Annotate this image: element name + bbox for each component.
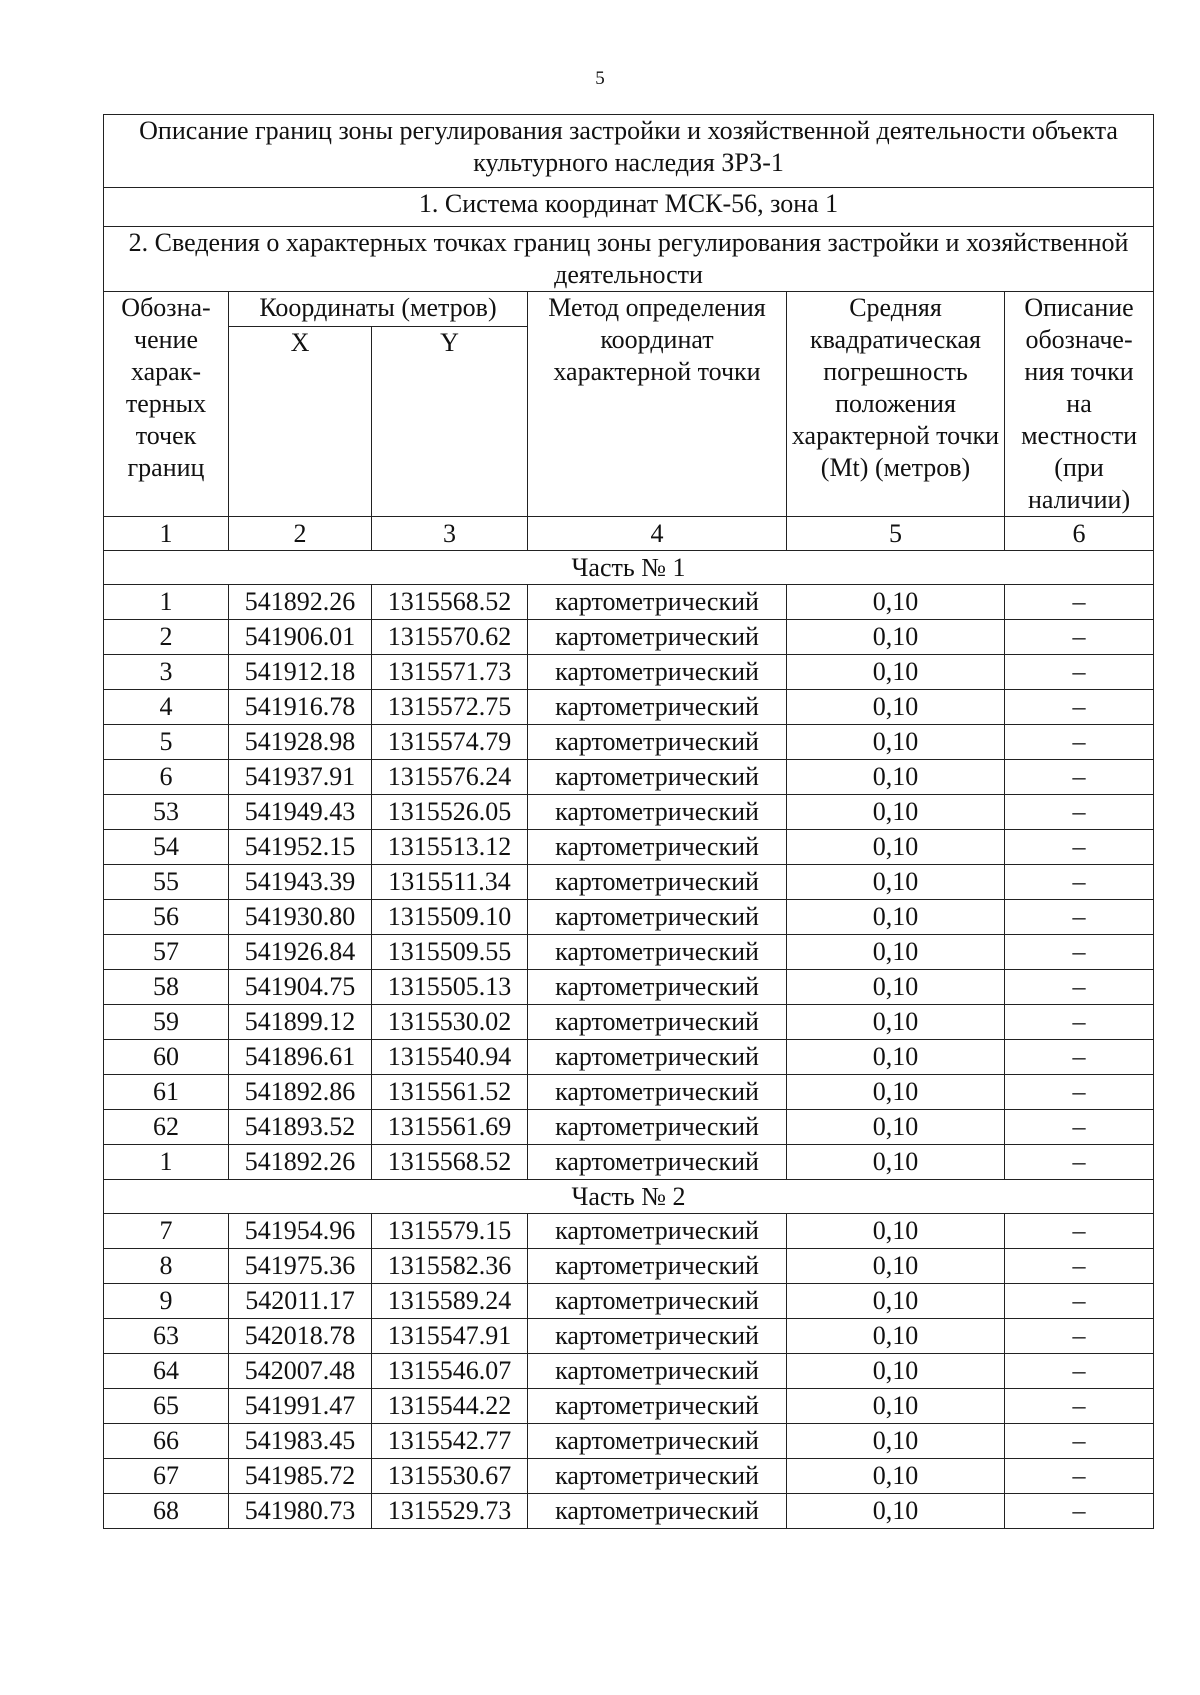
header-coordinates: Координаты (метров) bbox=[229, 292, 528, 327]
table-row bbox=[104, 1145, 1154, 1180]
table-row bbox=[104, 1494, 1154, 1529]
table-row bbox=[104, 1459, 1154, 1494]
table-row bbox=[104, 1249, 1154, 1284]
point-id-cell: 1 bbox=[104, 585, 229, 620]
description-cell: – bbox=[1005, 1005, 1154, 1040]
column-number: 3 bbox=[372, 517, 528, 551]
description-cell: – bbox=[1005, 585, 1154, 620]
method-cell: картометрический bbox=[528, 1005, 787, 1040]
point-id-cell: 55 bbox=[104, 865, 229, 900]
column-number: 5 bbox=[787, 517, 1005, 551]
method-cell: картометрический bbox=[528, 1075, 787, 1110]
error-cell: 0,10 bbox=[787, 1005, 1005, 1040]
point-id-cell: 7 bbox=[104, 1214, 229, 1249]
coord-y-cell: 1315579.15 bbox=[372, 1214, 528, 1249]
method-cell: картометрический bbox=[528, 970, 787, 1005]
point-id-cell: 58 bbox=[104, 970, 229, 1005]
column-number: 6 bbox=[1005, 517, 1154, 551]
description-cell: – bbox=[1005, 1214, 1154, 1249]
table-row bbox=[104, 865, 1154, 900]
coord-y-cell: 1315561.69 bbox=[372, 1110, 528, 1145]
description-cell: – bbox=[1005, 1110, 1154, 1145]
error-cell: 0,10 bbox=[787, 795, 1005, 830]
coord-x-cell: 541912.18 bbox=[229, 655, 372, 690]
description-cell: – bbox=[1005, 1389, 1154, 1424]
description-cell: – bbox=[1005, 865, 1154, 900]
coord-y-cell: 1315530.67 bbox=[372, 1459, 528, 1494]
point-id-cell: 5 bbox=[104, 725, 229, 760]
error-cell: 0,10 bbox=[787, 1075, 1005, 1110]
point-id-cell: 53 bbox=[104, 795, 229, 830]
point-id-cell: 62 bbox=[104, 1110, 229, 1145]
coordinate-system: 1. Система координат МСК-56, зона 1 bbox=[104, 188, 1154, 227]
coord-x-cell: 542011.17 bbox=[229, 1284, 372, 1319]
method-cell: картометрический bbox=[528, 1459, 787, 1494]
description-cell: – bbox=[1005, 1040, 1154, 1075]
point-id-cell: 1 bbox=[104, 1145, 229, 1180]
error-cell: 0,10 bbox=[787, 690, 1005, 725]
coord-x-cell: 541892.26 bbox=[229, 585, 372, 620]
table-row bbox=[104, 830, 1154, 865]
page-number: 5 bbox=[595, 68, 605, 89]
coord-x-cell: 541892.26 bbox=[229, 1145, 372, 1180]
method-cell: картометрический bbox=[528, 830, 787, 865]
table-row bbox=[104, 1214, 1154, 1249]
part-header-row bbox=[104, 1180, 1154, 1214]
table-row bbox=[104, 1110, 1154, 1145]
point-id-cell: 9 bbox=[104, 1284, 229, 1319]
part-header-row bbox=[104, 551, 1154, 585]
method-cell: картометрический bbox=[528, 1389, 787, 1424]
description-cell: – bbox=[1005, 1249, 1154, 1284]
coord-y-cell: 1315571.73 bbox=[372, 655, 528, 690]
coord-x-cell: 541904.75 bbox=[229, 970, 372, 1005]
coord-y-cell: 1315568.52 bbox=[372, 1145, 528, 1180]
error-cell: 0,10 bbox=[787, 1110, 1005, 1145]
point-id-cell: 3 bbox=[104, 655, 229, 690]
header-method: Метод определения координат характерной точки bbox=[528, 292, 787, 517]
error-cell: 0,10 bbox=[787, 1354, 1005, 1389]
coord-x-cell: 541943.39 bbox=[229, 865, 372, 900]
coord-x-cell: 542007.48 bbox=[229, 1354, 372, 1389]
error-cell: 0,10 bbox=[787, 900, 1005, 935]
error-cell: 0,10 bbox=[787, 655, 1005, 690]
coord-x-cell: 541906.01 bbox=[229, 620, 372, 655]
error-cell: 0,10 bbox=[787, 935, 1005, 970]
column-number: 1 bbox=[104, 517, 229, 551]
coord-x-cell: 541926.84 bbox=[229, 935, 372, 970]
description-cell: – bbox=[1005, 900, 1154, 935]
point-id-cell: 64 bbox=[104, 1354, 229, 1389]
description-cell: – bbox=[1005, 1459, 1154, 1494]
column-number: 4 bbox=[528, 517, 787, 551]
table-row bbox=[104, 690, 1154, 725]
coord-x-cell: 541952.15 bbox=[229, 830, 372, 865]
table-row bbox=[104, 725, 1154, 760]
document-title: Описание границ зоны регулирования застройки и хозяйственной деятельности объекта культурного наследия ЗРЗ-1 bbox=[104, 115, 1154, 188]
point-id-cell: 2 bbox=[104, 620, 229, 655]
method-cell: картометрический bbox=[528, 1110, 787, 1145]
header-error: Средняя квадратическая погрешность положения характерной точки (Mt) (метров) bbox=[787, 292, 1005, 517]
coord-x-cell: 541896.61 bbox=[229, 1040, 372, 1075]
description-cell: – bbox=[1005, 1494, 1154, 1529]
description-cell: – bbox=[1005, 1424, 1154, 1459]
method-cell: картометрический bbox=[528, 620, 787, 655]
method-cell: картометрический bbox=[528, 585, 787, 620]
error-cell: 0,10 bbox=[787, 760, 1005, 795]
coord-y-cell: 1315530.02 bbox=[372, 1005, 528, 1040]
boundary-points-table bbox=[103, 114, 1154, 1529]
error-cell: 0,10 bbox=[787, 1214, 1005, 1249]
method-cell: картометрический bbox=[528, 1040, 787, 1075]
header-description: Описание обозначе-ния точки на местности (при наличии) bbox=[1005, 292, 1154, 517]
coord-x-cell: 541916.78 bbox=[229, 690, 372, 725]
coord-x-cell: 541983.45 bbox=[229, 1424, 372, 1459]
method-cell: картометрический bbox=[528, 1249, 787, 1284]
coord-y-cell: 1315542.77 bbox=[372, 1424, 528, 1459]
coord-y-cell: 1315574.79 bbox=[372, 725, 528, 760]
table-row bbox=[104, 970, 1154, 1005]
column-number: 2 bbox=[229, 517, 372, 551]
table-row bbox=[104, 795, 1154, 830]
description-cell: – bbox=[1005, 795, 1154, 830]
method-cell: картометрический bbox=[528, 900, 787, 935]
table-row bbox=[104, 1040, 1154, 1075]
coord-y-cell: 1315529.73 bbox=[372, 1494, 528, 1529]
error-cell: 0,10 bbox=[787, 1284, 1005, 1319]
method-cell: картометрический bbox=[528, 1214, 787, 1249]
method-cell: картометрический bbox=[528, 935, 787, 970]
point-id-cell: 60 bbox=[104, 1040, 229, 1075]
coord-x-cell: 541937.91 bbox=[229, 760, 372, 795]
description-cell: – bbox=[1005, 830, 1154, 865]
description-cell: – bbox=[1005, 620, 1154, 655]
table-row bbox=[104, 1005, 1154, 1040]
table-row bbox=[104, 1424, 1154, 1459]
error-cell: 0,10 bbox=[787, 1040, 1005, 1075]
error-cell: 0,10 bbox=[787, 1319, 1005, 1354]
coord-y-cell: 1315572.75 bbox=[372, 690, 528, 725]
coord-x-cell: 541975.36 bbox=[229, 1249, 372, 1284]
table-row bbox=[104, 1389, 1154, 1424]
coord-x-cell: 542018.78 bbox=[229, 1319, 372, 1354]
coord-y-cell: 1315547.91 bbox=[372, 1319, 528, 1354]
part-label: Часть № 2 bbox=[104, 1180, 1154, 1214]
table-row bbox=[104, 1284, 1154, 1319]
header-x: X bbox=[229, 326, 372, 516]
point-id-cell: 61 bbox=[104, 1075, 229, 1110]
header-designation: Обозна-чение харак-терных точек границ bbox=[104, 292, 229, 517]
point-id-cell: 57 bbox=[104, 935, 229, 970]
coord-y-cell: 1315568.52 bbox=[372, 585, 528, 620]
coord-x-cell: 541985.72 bbox=[229, 1459, 372, 1494]
coord-y-cell: 1315526.05 bbox=[372, 795, 528, 830]
table-row bbox=[104, 585, 1154, 620]
description-cell: – bbox=[1005, 655, 1154, 690]
table-row bbox=[104, 1075, 1154, 1110]
method-cell: картометрический bbox=[528, 760, 787, 795]
table-row bbox=[104, 1354, 1154, 1389]
coord-y-cell: 1315561.52 bbox=[372, 1075, 528, 1110]
coord-y-cell: 1315589.24 bbox=[372, 1284, 528, 1319]
coord-x-cell: 541991.47 bbox=[229, 1389, 372, 1424]
point-id-cell: 67 bbox=[104, 1459, 229, 1494]
coord-y-cell: 1315509.10 bbox=[372, 900, 528, 935]
part-label: Часть № 1 bbox=[104, 551, 1154, 585]
coord-x-cell: 541954.96 bbox=[229, 1214, 372, 1249]
table-row bbox=[104, 1319, 1154, 1354]
coord-y-cell: 1315505.13 bbox=[372, 970, 528, 1005]
coord-y-cell: 1315546.07 bbox=[372, 1354, 528, 1389]
column-numbers-row bbox=[104, 517, 1154, 551]
method-cell: картометрический bbox=[528, 795, 787, 830]
description-cell: – bbox=[1005, 935, 1154, 970]
method-cell: картометрический bbox=[528, 1354, 787, 1389]
method-cell: картометрический bbox=[528, 1424, 787, 1459]
section-info: 2. Сведения о характерных точках границ зоны регулирования застройки и хозяйственной деятельности bbox=[104, 227, 1154, 292]
description-cell: – bbox=[1005, 1284, 1154, 1319]
description-cell: – bbox=[1005, 1145, 1154, 1180]
coord-y-cell: 1315511.34 bbox=[372, 865, 528, 900]
description-cell: – bbox=[1005, 970, 1154, 1005]
error-cell: 0,10 bbox=[787, 585, 1005, 620]
error-cell: 0,10 bbox=[787, 725, 1005, 760]
method-cell: картометрический bbox=[528, 1494, 787, 1529]
coord-y-cell: 1315544.22 bbox=[372, 1389, 528, 1424]
coord-x-cell: 541930.80 bbox=[229, 900, 372, 935]
table-row bbox=[104, 900, 1154, 935]
error-cell: 0,10 bbox=[787, 1145, 1005, 1180]
method-cell: картометрический bbox=[528, 1284, 787, 1319]
description-cell: – bbox=[1005, 1075, 1154, 1110]
method-cell: картометрический bbox=[528, 1145, 787, 1180]
coord-x-cell: 541928.98 bbox=[229, 725, 372, 760]
method-cell: картометрический bbox=[528, 655, 787, 690]
description-cell: – bbox=[1005, 760, 1154, 795]
coord-y-cell: 1315509.55 bbox=[372, 935, 528, 970]
coord-y-cell: 1315513.12 bbox=[372, 830, 528, 865]
table-row bbox=[104, 935, 1154, 970]
point-id-cell: 54 bbox=[104, 830, 229, 865]
error-cell: 0,10 bbox=[787, 620, 1005, 655]
table-row bbox=[104, 620, 1154, 655]
coord-y-cell: 1315582.36 bbox=[372, 1249, 528, 1284]
point-id-cell: 6 bbox=[104, 760, 229, 795]
point-id-cell: 68 bbox=[104, 1494, 229, 1529]
point-id-cell: 65 bbox=[104, 1389, 229, 1424]
description-cell: – bbox=[1005, 690, 1154, 725]
coord-x-cell: 541980.73 bbox=[229, 1494, 372, 1529]
method-cell: картометрический bbox=[528, 1319, 787, 1354]
error-cell: 0,10 bbox=[787, 1389, 1005, 1424]
point-id-cell: 4 bbox=[104, 690, 229, 725]
coord-x-cell: 541893.52 bbox=[229, 1110, 372, 1145]
description-cell: – bbox=[1005, 725, 1154, 760]
point-id-cell: 59 bbox=[104, 1005, 229, 1040]
point-id-cell: 66 bbox=[104, 1424, 229, 1459]
coord-y-cell: 1315576.24 bbox=[372, 760, 528, 795]
error-cell: 0,10 bbox=[787, 865, 1005, 900]
method-cell: картометрический bbox=[528, 725, 787, 760]
point-id-cell: 8 bbox=[104, 1249, 229, 1284]
method-cell: картометрический bbox=[528, 865, 787, 900]
error-cell: 0,10 bbox=[787, 830, 1005, 865]
error-cell: 0,10 bbox=[787, 970, 1005, 1005]
error-cell: 0,10 bbox=[787, 1249, 1005, 1284]
header-y: Y bbox=[372, 326, 528, 516]
method-cell: картометрический bbox=[528, 690, 787, 725]
description-cell: – bbox=[1005, 1354, 1154, 1389]
error-cell: 0,10 bbox=[787, 1459, 1005, 1494]
error-cell: 0,10 bbox=[787, 1424, 1005, 1459]
error-cell: 0,10 bbox=[787, 1494, 1005, 1529]
point-id-cell: 63 bbox=[104, 1319, 229, 1354]
coord-x-cell: 541899.12 bbox=[229, 1005, 372, 1040]
table-row bbox=[104, 760, 1154, 795]
coord-x-cell: 541949.43 bbox=[229, 795, 372, 830]
coord-y-cell: 1315540.94 bbox=[372, 1040, 528, 1075]
coord-y-cell: 1315570.62 bbox=[372, 620, 528, 655]
description-cell: – bbox=[1005, 1319, 1154, 1354]
table-row bbox=[104, 655, 1154, 690]
point-id-cell: 56 bbox=[104, 900, 229, 935]
coord-x-cell: 541892.86 bbox=[229, 1075, 372, 1110]
